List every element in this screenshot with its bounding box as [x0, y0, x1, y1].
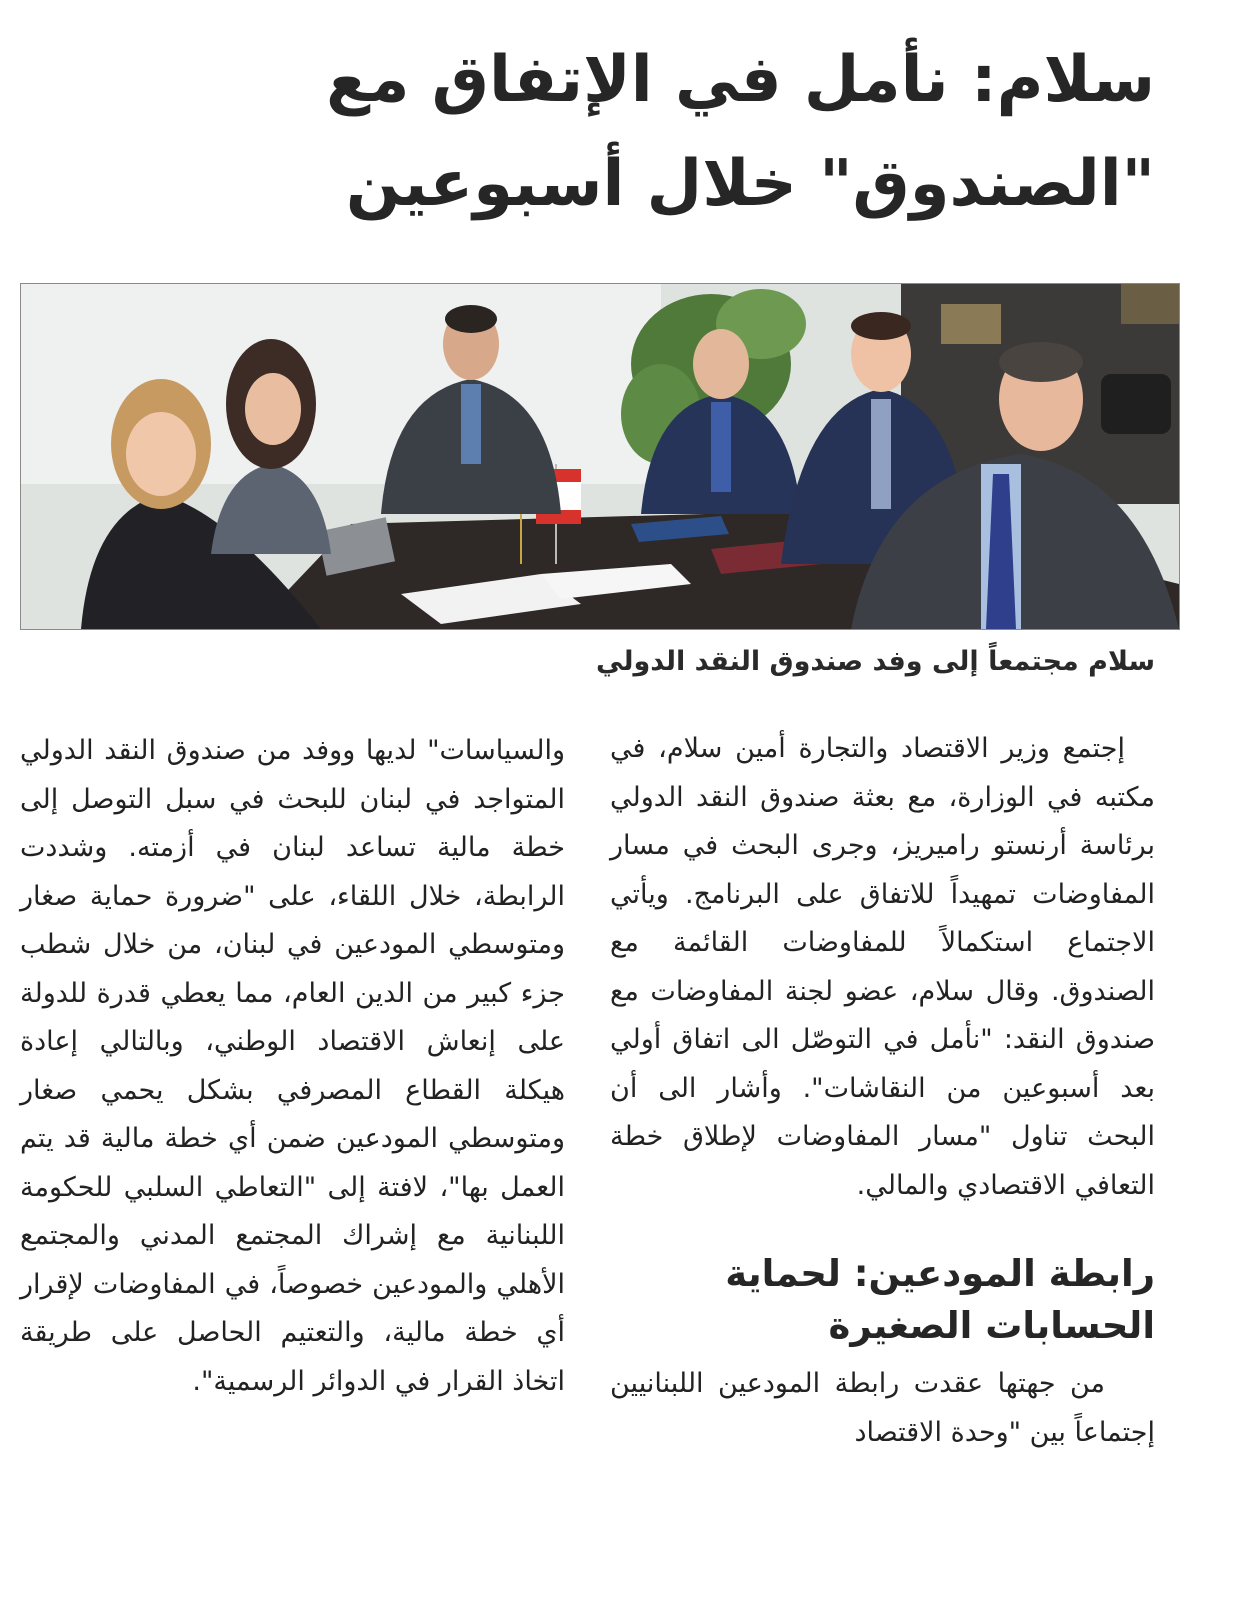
article-column-right: [610, 725, 1155, 1457]
article-column-left: [20, 727, 565, 1406]
article-headline: سلام: نأمل في الإتفاق مع "الصندوق" خلال أسبوعين: [326, 43, 1155, 221]
article-paragraph: إجتمع وزير الاقتصاد والتجارة أمين سلام، في مكتبه في الوزارة، مع بعثة صندوق النقد الدولي برئاسة أرنستو راميريز، وجرى البحث في مسار المفاوضات تمهيداً للاتفاق على البرنامج. ويأتي الاجتماع استكمالاً للمفاوضات القائمة مع الصندوق. وقال سلام، عضو لجنة المفاوضات مع صندوق النقد: "نأمل في التوصّل الى اتفاق أولي بعد أسبوعين من النقاشات". وأشار الى أن البحث تناول "مسار المفاوضات لإطلاق خطة التعافي الاقتصادي والمالي.: [610, 733, 1155, 1201]
article-paragraph: من جهتها عقدت رابطة المودعين اللبنانيين إجتماعاً بين "وحدة الاقتصاد: [610, 1368, 1155, 1448]
article-subheading: رابطة المودعين: لحماية الحسابات الصغيرة: [725, 1252, 1155, 1347]
article-paragraph: والسياسات" لديها ووفد من صندوق النقد الدولي المتواجد في لبنان للبحث في سبل التوصل إلى خطة مالية تساعد لبنان في أزمته. وشددت الرابطة، خلال اللقاء، على "ضرورة حماية صغار ومتوسطي المودعين في لبنان، من خلال شطب جزء كبير من الدين العام، مما يعطي قدرة للدولة على إنعاش الاقتصاد الوطني، وبالتالي إعادة هيكلة القطاع المصرفي بشكل يحمي صغار ومتوسطي المودعين ضمن أي خطة مالية قد يتم العمل بها"، لافتة إلى "التعاطي السلبي للحكومة اللبنانية مع إشراك المجتمع المدني والمجتمع الأهلي والمودعين خصوصاً، في المفاوضات لإقرار أي خطة مالية، والتعتيم الحاصل على طريقة اتخاذ القرار في الدوائر الرسمية".: [20, 735, 565, 1397]
meeting-photo: [20, 283, 1180, 630]
photo-caption: سلام مجتمعاً إلى وفد صندوق النقد الدولي: [596, 646, 1155, 677]
